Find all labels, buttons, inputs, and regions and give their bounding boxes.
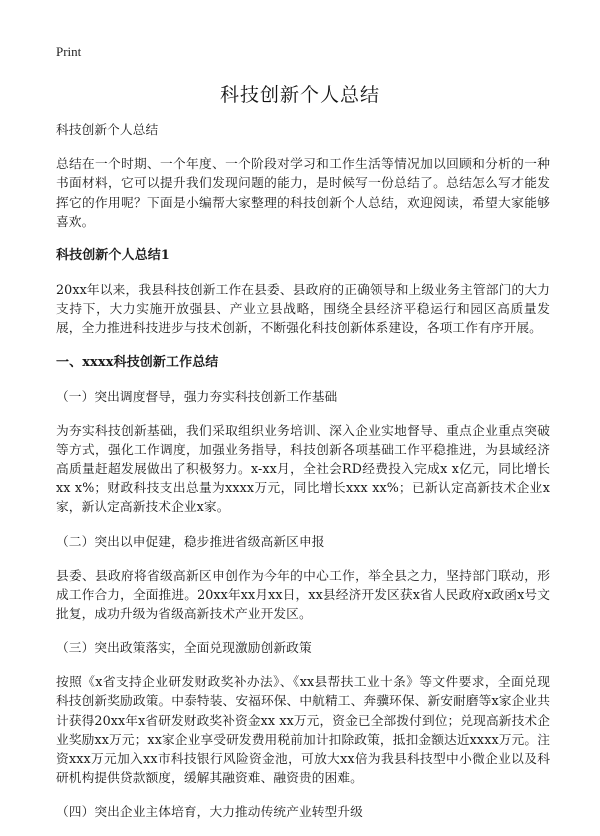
article-body — [56, 120, 550, 836]
subsection-paragraph-2: 县委、县政府将省级高新区申创作为今年的中心工作，举全县之力，坚持部门联动，形成工作合力，全面推进。20xx年xx月xx日，xx县经济开发区获x省人民政府x政函x号文批复，成功升级为省级高新技术产业开发区。 — [56, 567, 550, 622]
subsection-heading-2: （二）突出以申促建，稳步推进省级高新区申报 — [56, 533, 325, 549]
subsection-heading-4: （四）突出企业主体培育，大力推动传统产业转型升级 — [56, 804, 363, 820]
subsection-heading-1: （一）突出调度督导，强力夯实科技创新工作基础 — [56, 388, 338, 404]
subsection-paragraph-3: 按照《x省支持企业研发财政奖补办法》、《xx县帮扶工业十条》等文件要求，全面兑现科技创新奖励政策。中泰特装、安福环保、中航精工、奔骥环保、新安耐磨等x家企业共计获得20xx年x省研发财政奖补资金xx xx万元，资金已全部拨付到位；兑现高新技术企业奖励xx万元；xx家企业享受研发费用税前加计扣除政策，抵扣金额达近xxxx万元。注资xxx万元加入xx市科技银行风险资金池，可放大xx倍为我县科技型中小微企业以及科研机构提供贷款额度，缓解其融资难、融资贵的困难。 — [56, 674, 550, 786]
section-paragraph: 20xx年以来，我县科技创新工作在县委、县政府的正确领导和上级业务主管部门的大力支持下，大力实施开放强县、产业立县战略，围绕全县经济平稳运行和园区高质量发展，全力推进科技进步与技术创新，不断强化科技创新体系建设，各项工作有序开展。 — [56, 282, 550, 336]
subsection-heading-3: （三）突出政策落实，全面兑现激励创新政策 — [56, 640, 312, 656]
part-heading: 一、xxxx科技创新工作总结 — [56, 354, 219, 370]
print-link[interactable]: Print — [56, 44, 82, 59]
intro-paragraph: 总结在一个时期、一个年度、一个阶段对学习和工作生活等情况加以回顾和分析的一种书面材料，它可以提升我们发现问题的能力，是时候写一份总结了。总结怎么写才能发挥它的作用呢？下面是小编帮大家整理的科技创新个人总结，欢迎阅读，希望大家能够喜欢。 — [56, 156, 550, 229]
page-title: 科技创新个人总结 — [219, 84, 380, 106]
section-heading: 科技创新个人总结1 — [56, 248, 170, 264]
subsection-paragraph-1: 为夯实科技创新基础，我们采取组织业务培训、深入企业实地督导、重点企业重点突破等方式，强化工作调度，加强业务指导，科技创新各项基础工作平稳推进，为县域经济高质量赶超发展做出了积极努力。x-xx月，全社会RD经费投入完成x x亿元，同比增长xx x%；财政科技支出总量为xxxx万元，同比增长xxx xx%；已新认定高新技术企业x家，新认定高新技术企业x家。 — [56, 422, 550, 515]
article-subtitle: 科技创新个人总结 — [56, 122, 159, 137]
